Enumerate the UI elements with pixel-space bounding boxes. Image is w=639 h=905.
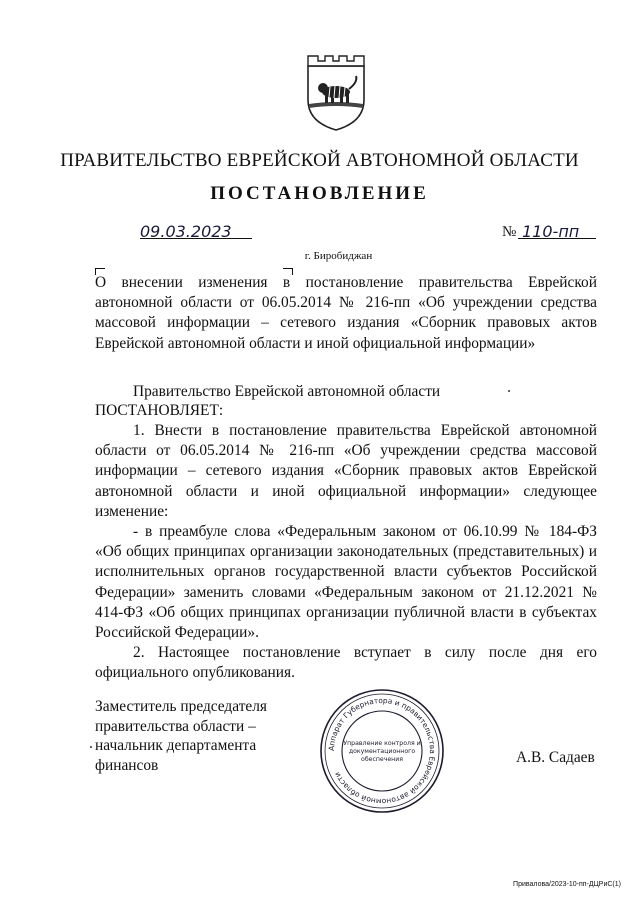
body-lead: Правительство Еврейской автономной области xyxy=(133,383,441,400)
paragraph-1: 1. Внести в постановление правительства Еврейской автономной области от 06.05.2014 № 216-пп «Об учреждении средства массовой информации – сетевого издания «Сборник правовых актов Еврейской автономной области и иной официальной информации» следующее изменение: xyxy=(95,422,597,520)
scan-speck xyxy=(90,746,92,748)
number-field xyxy=(518,222,596,239)
signatory-line: Заместитель председателя xyxy=(95,698,268,715)
paragraph-1-item: - в преамбуле слова «Федеральным законом от 06.10.99 № 184-ФЗ «Об общих принципах организации законодательных (представительных) и исполнительных органов государственной власти субъектов Российской Федерации» заменить словами «Федеральным законом от 21.12.2021 № 414-ФЗ «Об общих принципах организации публичной власти в субъектах Российской Федерации». xyxy=(95,523,597,642)
seal-ring-text: Аппарат Губернатора и правительства Еврейской автономной области xyxy=(326,695,438,807)
handwritten-date: 09.03.2023 xyxy=(140,222,232,241)
signatory-name: А.В. Садаев xyxy=(516,749,595,766)
document-body xyxy=(95,421,597,684)
signatory-position xyxy=(95,697,267,775)
body-decides: ПОСТАНОВЛЯЕТ: xyxy=(95,402,224,419)
handwritten-number: 110-пп xyxy=(522,222,580,241)
seal-center-line: документационного xyxy=(348,748,416,755)
seal-center-line: Управление контроля и xyxy=(343,740,421,747)
scan-speck xyxy=(508,390,510,392)
date-field xyxy=(140,222,252,239)
government-title: ПРАВИТЕЛЬСТВО ЕВРЕЙСКОЙ АВТОНОМНОЙ ОБЛАСТИ xyxy=(60,150,579,171)
seal-center-line: обеспечения xyxy=(361,756,403,763)
number-label: № xyxy=(502,224,517,240)
coat-of-arms-emblem xyxy=(303,52,369,132)
paragraph-2: 2. Настоящее постановление вступает в силу после дня его официального опубликования. xyxy=(95,644,597,682)
signatory-line: правительства области – xyxy=(95,717,256,735)
document-subject: О внесении изменения в постановление правительства Еврейской автономной области от 06.05.2014 № 216-пп «Об учреждении средства массовой информации – сетевого издания «Сборник правовых актов Еврейской автономной области и иной официальной информации» xyxy=(95,274,597,352)
footer-reference: Привалова/2023-10-пп-ДЦРиС(1) xyxy=(513,881,621,888)
official-seal-stamp xyxy=(318,687,446,815)
signatory-line: начальник департамента xyxy=(95,737,257,754)
city-label: г. Биробиджан xyxy=(304,250,373,262)
signatory-line: финансов xyxy=(95,756,159,774)
document-type-title: ПОСТАНОВЛЕНИЕ xyxy=(210,183,429,204)
